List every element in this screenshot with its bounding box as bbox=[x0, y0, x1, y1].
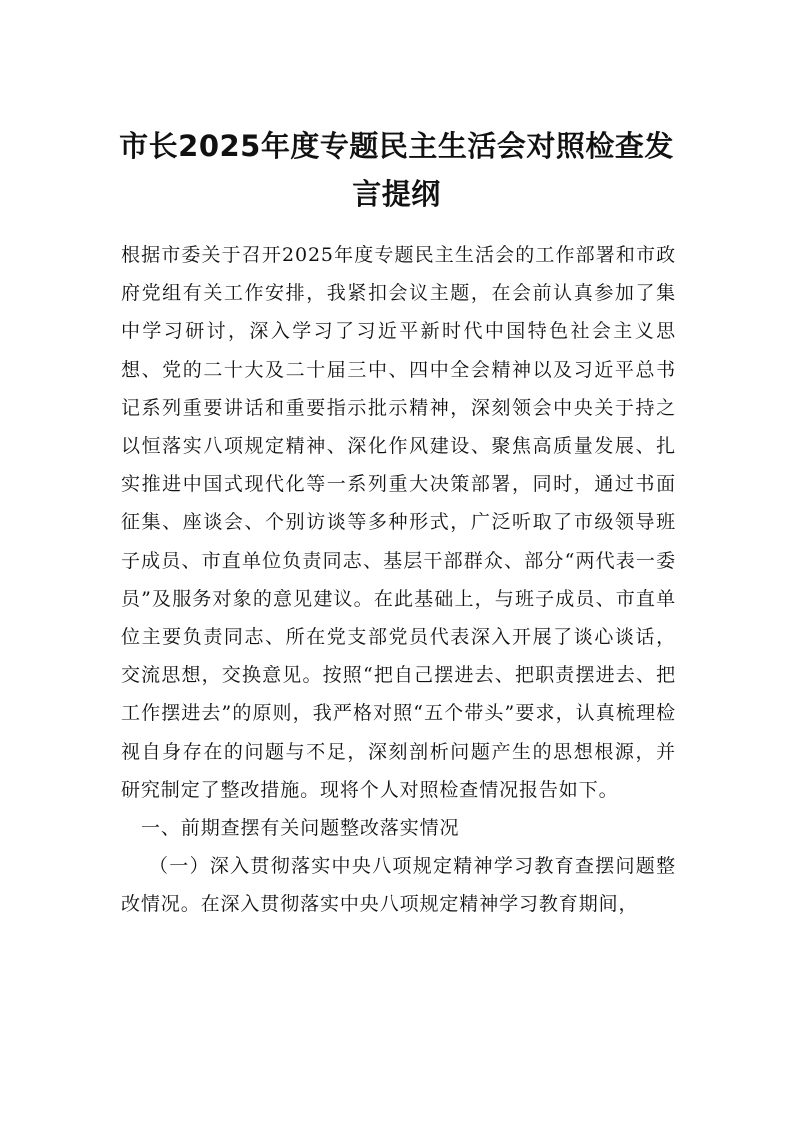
document-body bbox=[121, 236, 676, 924]
subsection-paragraph: （一）深入贯彻落实中央八项规定精神学习教育查摆问题整改情况。在深入贯彻落实中央八项规定精神学习教育期间， bbox=[121, 855, 676, 916]
section-heading: 一、前期查摆有关问题整改落实情况 bbox=[141, 817, 460, 840]
document-title: 市长2025年度专题民主生活会对照检查发言提纲 bbox=[119, 129, 674, 211]
intro-paragraph: 根据市委关于召开2025年度专题民主生活会的工作部署和市政府党组有关工作安排，我紧扣会议主题，在会前认真参加了集中学习研讨，深入学习了习近平新时代中国特色社会主义思想、党的二十大及二十届三中、四中全会精神以及习近平总书记系列重要讲话和重要指示批示精神，深刻领会中央关于持之以恒落实八项规定精神、深化作风建设、聚焦高质量发展、扎实推进中国式现代化等一系列重大决策部署，同时，通过书面征集、座谈会、个别访谈等多种形式，广泛听取了市级领导班子成员、市直单位负责同志、基层干部群众、部分“两代表一委员”及服务对象的意见建议。在此基础上，与班子成员、市直单位主要负责同志、所在党支部党员代表深入开展了谈心谈话，交流思想，交换意见。按照“把自己摆进去、把职责摆进去、把工作摆进去”的原则，我严格对照“五个带头”要求，认真梳理检视自身存在的问题与不足，深刻剖析问题产生的思想根源，并研究制定了整改措施。现将个人对照检查情况报告如下。 bbox=[121, 244, 676, 801]
